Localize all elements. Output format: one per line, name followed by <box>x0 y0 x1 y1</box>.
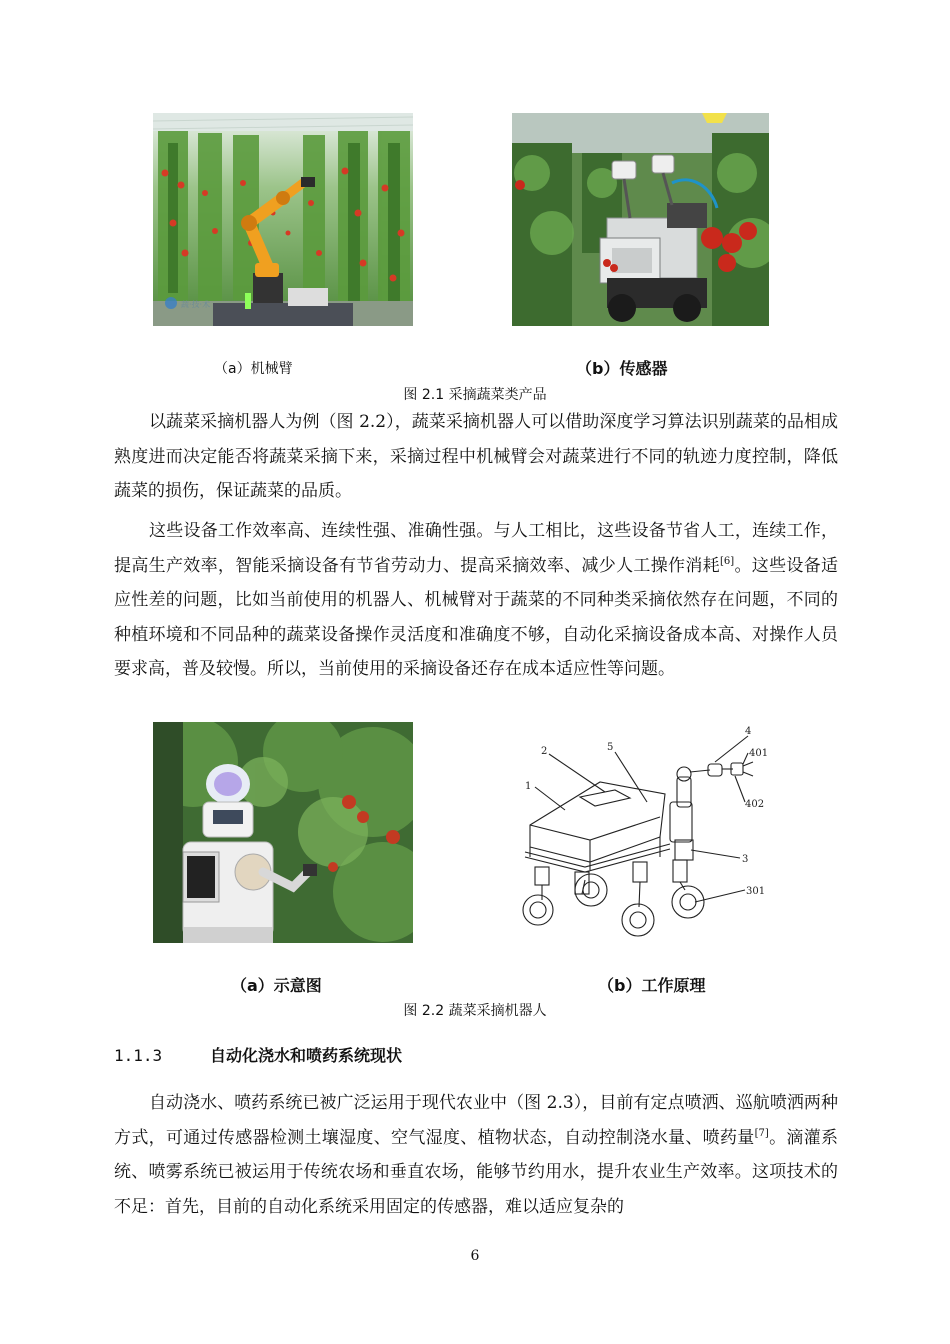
diagram-label-5: 5 <box>607 742 614 753</box>
paragraph-2-text-a: 这些设备工作效率高、连续性强、准确性强。与人工相比，这些设备节省人工，连续工作，提高生产效率，智能采摘设备有节省劳动力、提高采摘效率、减少人工操作消耗 <box>114 521 838 576</box>
picking-robot-photo <box>153 722 413 943</box>
page-number: 6 <box>470 1248 480 1264</box>
diagram-label-1: 1 <box>525 781 532 792</box>
section-title: 自动化浇水和喷药系统现状 <box>210 1046 403 1065</box>
section-number: 1.1.3 <box>114 1046 163 1065</box>
paragraph-2 <box>114 514 838 687</box>
citation-6: [6] <box>719 555 735 567</box>
diagram-label-401: 401 <box>749 748 769 759</box>
section-heading <box>114 1043 402 1066</box>
paragraph-2-text-b: 。这些设备适应性差的问题，比如当前使用的机器人、机械臂对于蔬菜的不同种类采摘依然存在问题，不同的种植环境和不同品种的蔬菜设备操作灵活度和准确度不够，自动化采摘设备成本高、对操作人员要求高，普及较慢。所以，当前使用的采摘设备还存在成本适应性等问题。 <box>114 555 839 679</box>
figure-2-1-sub-a-label: （a）机械臂 <box>214 361 293 377</box>
photo-watermark: 蔬·技·术 <box>181 300 211 309</box>
paragraph-3 <box>114 1086 838 1224</box>
diagram-label-402: 402 <box>745 799 765 810</box>
figure-2-1-caption: 图 2.1 采摘蔬菜类产品 <box>403 387 547 403</box>
paragraph-1 <box>114 405 838 509</box>
paragraph-1-text: 以蔬菜采摘机器人为例（图 2.2），蔬菜采摘机器人可以借助深度学习算法识别蔬菜的品相成熟度进而决定能否将蔬菜采摘下来，采摘过程中机械臂会对蔬菜进行不同的轨迹力度控制，降低蔬菜的损伤，保证蔬菜的品质。 <box>114 412 838 501</box>
diagram-label-2: 2 <box>541 746 548 757</box>
robot-arm-photo <box>153 113 413 326</box>
paragraph-3-text-a: 自动浇水、喷药系统已被广泛运用于现代农业中（图 2.3），目前有定点喷洒、巡航喷洒两种方式，可通过传感器检测土壤湿度、空气湿度、植物状态，自动控制浇水量、喷药量 <box>114 1093 838 1148</box>
robot-structure-diagram <box>505 722 775 947</box>
diagram-label-4: 4 <box>745 726 752 737</box>
figure-2-2-caption: 图 2.2 蔬菜采摘机器人 <box>403 1003 547 1019</box>
diagram-label-3: 3 <box>742 854 749 865</box>
diagram-label-301: 301 <box>746 886 766 897</box>
figure-2-2-sub-a-label: （a）示意图 <box>231 976 322 995</box>
citation-7: [7] <box>754 1127 769 1139</box>
paragraph-3-text-b: 。滴灌系统、喷雾系统已被运用于传统农场和垂直农场，能够节约用水，提升农业生产效率。这项技术的不足：首先，目前的自动化系统采用固定的传感器，难以适应复杂的 <box>114 1127 839 1217</box>
figure-2-1-sub-b-label: （b）传感器 <box>576 359 668 378</box>
figure-2-2-sub-b-label: （b）工作原理 <box>598 976 706 995</box>
sensor-robot-photo <box>512 113 769 326</box>
